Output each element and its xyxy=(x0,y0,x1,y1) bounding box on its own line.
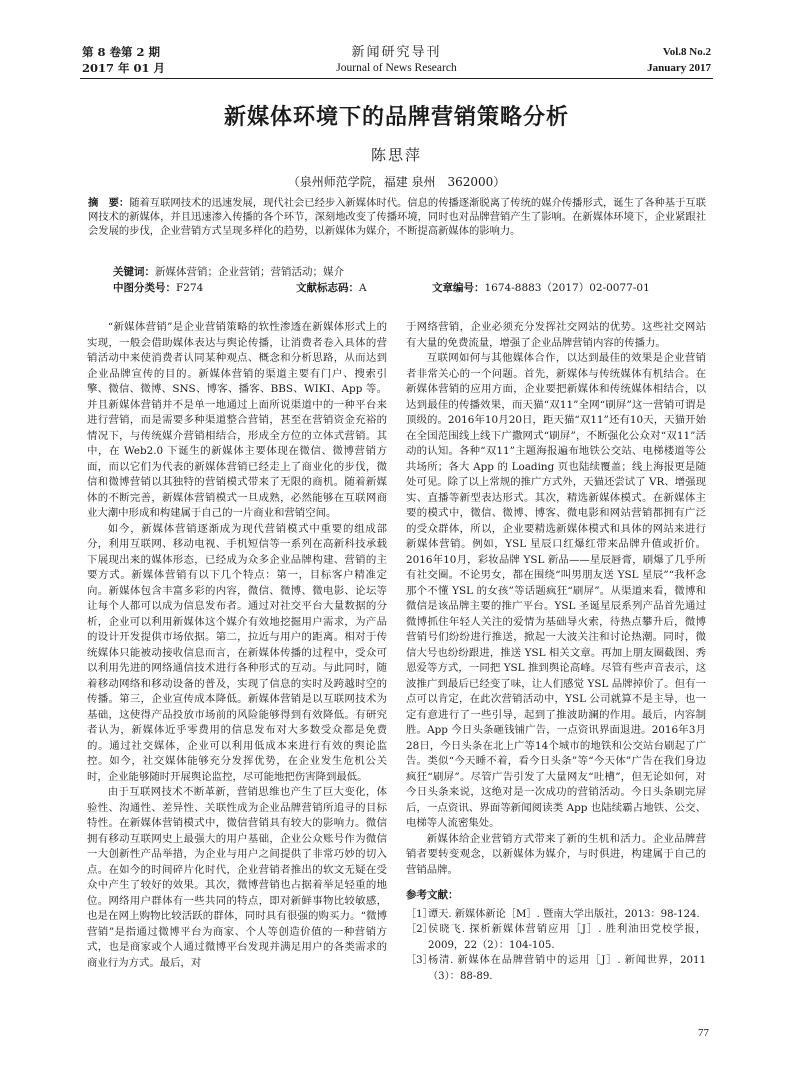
header-volume-issue-en: Vol.8 No.2 xyxy=(662,46,711,58)
document-code xyxy=(296,281,367,295)
reference-number: ［1］ xyxy=(406,908,433,920)
article-author: 陈思萍 xyxy=(370,146,422,164)
reference-number: ［2］ xyxy=(406,924,433,935)
body-paragraph: 如今，新媒体营销逐渐成为现代营销模式中重要的组成部分，利用互联网、移动电视、手机短信等一系列在高新科技承载下展现出来的媒体形态，已经成为众多企业品牌构建、营销的主要方式。新媒体营销有以下几个特点：第一，目标客户精准定向。新媒体包含丰富多彩的内容，微信、微博、微电影、论坛等让每个人都可以成为信息发布者。通过对社交平台大量数据的分析，企业可以利用新媒体这个媒介有效地挖掘用户需求，为产品的设计开发提供市场依据。第二，拉近与用户的距离。相对于传统媒体只能被动接收信息而言，在新媒体传播的过程中，受众可以利用先进的网络通信技术进行各种形式的互动。与此同时，随着移动网络和移动设备的普及，实现了信息的实时及跨越时空的传播。第三，企业宣传成本降低。新媒体营销是以互联网技术为基础，这使得产品投放市场前的风险能够得到有效降低。有研究者认为，新媒体近乎零费用的信息发布对大多数受众都是免费的。通过社交媒体，企业可以利用低成本来进行有效的舆论监控。如今，社交媒体能够充分发挥优势，在企业发生危机公关时，企业能够随时开展舆论监控，尽可能地把伤害降到最低。 xyxy=(87,522,387,783)
reference-text: 谭天. 新媒体新论［M］. 暨南大学出版社，2013：98-124. xyxy=(428,908,700,920)
body-paragraph: 互联网如何与其他媒体合作，以达到最佳的效果是企业营销者非常关心的一个问题。首先，新媒体与传统媒体有机结合。在新媒体营销的应用方面，企业要把新媒体和传统媒体相结合，以达到最佳的传播效果，而天猫“双11”全网“刷屏”这一营销可谓是顶级的。2016年10月20日，距天猫“双11”还有10天，天猫开始在全国范围线上线下广撒网式“刷屏”，不断强化公众对“双11”活动的认知。各种“双11”主题海报遍布地铁公交站、电梯楼道等公共场所；各大 App 的 Loading 页也陆续覆盖；线上海报更是随处可见。除了以上常规的推广方式外，天猫还尝试了 VR、增强现实、直播等新型表达形式。其次，精选新媒体模式。在新媒体主要的模式中，微信、微博、博客、微电影和网站营销都拥有广泛的受众群体，所以，企业要精选新媒体模式和具体的网站来进行新媒体营销。例如，YSL 星辰口红爆红带来品牌升值或折价。2016年10月，彩妆品牌 YSL 新品——星辰唇膏，刷爆了几乎所有社交圈。不论男女，都在围绕“叫男朋友送 YSL 星辰”“我杯念那个不懂 YSL 的女孩”等话题疯狂“刷屏”。从渠道来看，微博和微信是该品牌主要的推广平台。YSL 圣诞星辰系列产品首先通过微博抓住年轻人关注的爱情为基础导火索，待热点攀升后，微博营销号们纷纷进行推送，掀起一大波关注和讨论热潮。同时，微信大号也纷纷跟进，推送 YSL 相关文章。再加上朋友圈截图、秀恩爱等方式，一同把 YSL 推到舆论高峰。尽管有些声音表示，这波推广到最后已经变了味，让人们感觉 YSL 品牌掉价了。但有一点可以肯定，在此次营销活动中，YSL 公司就算不是主导，也一定有意进行了一些引导，起到了推波助澜的作用。最后，内容制胜。App 今日头条砸钱铺广告，一点资讯界面退进。2016年3月28日，今日头条在北上广等14个城市的地铁和公交站台刷起了广告。类似“今天睡不着，看今日头条”等“今天体”广告在我们身边疯狂“刷屏”。尽管广告引发了大量网友“吐槽”，但无论如何，对今日头条来说，这绝对是一次成功的营销活动。今日头条刷完屏后，一点资讯、界面等新闻阅读类 App 也陆续霸占地铁、公交、电梯等人流密集处。 xyxy=(406,352,706,829)
journal-name-en: Journal of News Research xyxy=(336,62,457,74)
body-column-left xyxy=(87,320,387,971)
doc-code-value: A xyxy=(359,282,367,294)
keywords xyxy=(113,265,344,279)
article-affiliation: （泉州师范学院，福建 泉州 362000） xyxy=(287,175,506,189)
article-no-value: 1674-8883（2017）02-0077-01 xyxy=(484,282,650,294)
reference-item xyxy=(406,907,706,923)
reference-item xyxy=(406,953,706,984)
references-title: 参考文献： xyxy=(406,889,459,901)
abstract-text: 随着互联网技术的迅速发展，现代社会已经步入新媒体时代。信息的传播逐渐脱离了传统的媒介传播形式，诞生了各种基于互联网技术的新媒体，并且迅速渗入传播的各个环节，深刻地改变了传播环境，同时也对品牌营销产生了影响。在新媒体环境下，企业紧跟社会发展的步伐，企业营销方式呈现多样化的趋势，以新媒体为媒介，不断提高新媒体的影响力。 xyxy=(88,197,707,238)
clc-value: F274 xyxy=(176,282,204,294)
clc-label: 中图分类号： xyxy=(113,282,176,294)
body-paragraph: 于网络营销，企业必须充分发挥社交网站的优势。这些社交网站有大量的免费流量，增强了企业品牌营销内容的传播力。 xyxy=(406,321,706,349)
reference-number: ［3］ xyxy=(406,955,433,966)
article-no-label: 文章编号： xyxy=(432,282,485,294)
header-date-cn: 2017 年 01 月 xyxy=(82,61,166,75)
reference-text: 杨清. 新媒体在品牌营销中的运用［J］. 新闻世界，2011（3）：88-89. xyxy=(428,955,706,982)
abstract xyxy=(88,196,706,239)
body-paragraph: “新媒体营销”是企业营销策略的软性渗透在新媒体形式上的实现，一般会借助媒体表达与舆论传播，让消费者卷入具体的营销活动中来使消费者认同某种观点、概念和分析思路，从而达到企业品牌宣传的目的。新媒体营销的渠道主要有门户、搜索引擎、微信、微博、SNS、博客、播客、BBS、WIKI、App 等。并且新媒体营销并不是单一地通过上面所说渠道中的一种平台来进行营销，而是需要多种渠道整合营销，甚至在营销资金充裕的情况下，与传统媒介营销相结合，形成全方位的立体式营销。其中，在 Web2.0 下诞生的新媒体主要体现在微信、微博营销方面，而以它们为代表的新媒体营销已经走上了商业化的步伐，微信和微博营销以其独特的营销模式带来了无限的商机。随着新媒体的不断完善，新媒体营销模式一旦成熟，必然能够在互联网商业大潮中形成和构建属于自己的一片商业和营销空间。 xyxy=(87,321,387,519)
body-paragraph: 由于互联网技术不断革新，营销思维也产生了巨大变化，体验性、沟通性、差异性、关联性成为企业品牌营销所追寻的目标特性。在新媒体营销模式中，微信营销具有较大的影响力。微信拥有移动互联网史上最强大的用户基础，企业公众账号作为微信一大创新性产品举措，为企业与用户之间提供了非常巧妙的切入点。在如今的时间碎片化时代，企业营销者推出的软文无疑在受众中产生了较好的效果。其次，微博营销也占据着举足轻重的地位。网络用户群体有一些共同的特点，即对新鲜事物比较敏感，也是在网上购物比较活跃的群体，同时具有很强的购买力。“微博营销”是指通过微博平台为商家、个人等创造价值的一种营销方式，也是商家或个人通过微博平台发现并满足用户的各类需求的商业行为方式。最后，对 xyxy=(87,786,387,969)
journal-name-cn: 新闻研究导刊 xyxy=(351,45,442,60)
abstract-label: 摘 要： xyxy=(88,197,130,209)
keywords-text: 新媒体营销；企业营销；营销活动；媒介 xyxy=(155,266,344,278)
header-volume-info-en xyxy=(647,44,711,76)
body-paragraph: 新媒体给企业营销方式带来了新的生机和活力。企业品牌营销者要转变观念，以新媒体为媒介，与时俱进，构建属于自己的营销品牌。 xyxy=(406,832,706,876)
page-number: 77 xyxy=(698,1027,709,1039)
body-column-right xyxy=(406,320,706,984)
reference-item xyxy=(406,922,706,953)
clc-number xyxy=(113,281,203,295)
article-number xyxy=(432,281,650,295)
doc-code-label: 文献标志码： xyxy=(296,282,359,294)
header-volume-issue-cn: 第 8 卷第 2 期 xyxy=(82,45,161,59)
article-title: 新媒体环境下的品牌营销策略分析 xyxy=(223,105,569,130)
keywords-label: 关键词： xyxy=(113,266,155,278)
reference-text: 侯晓飞. 探析新媒体营销应用［J］. 胜利油田党校学报，2009，22（2）：104-105. xyxy=(428,924,706,951)
header-divider xyxy=(80,78,713,79)
header-date-en: January 2017 xyxy=(647,62,711,74)
